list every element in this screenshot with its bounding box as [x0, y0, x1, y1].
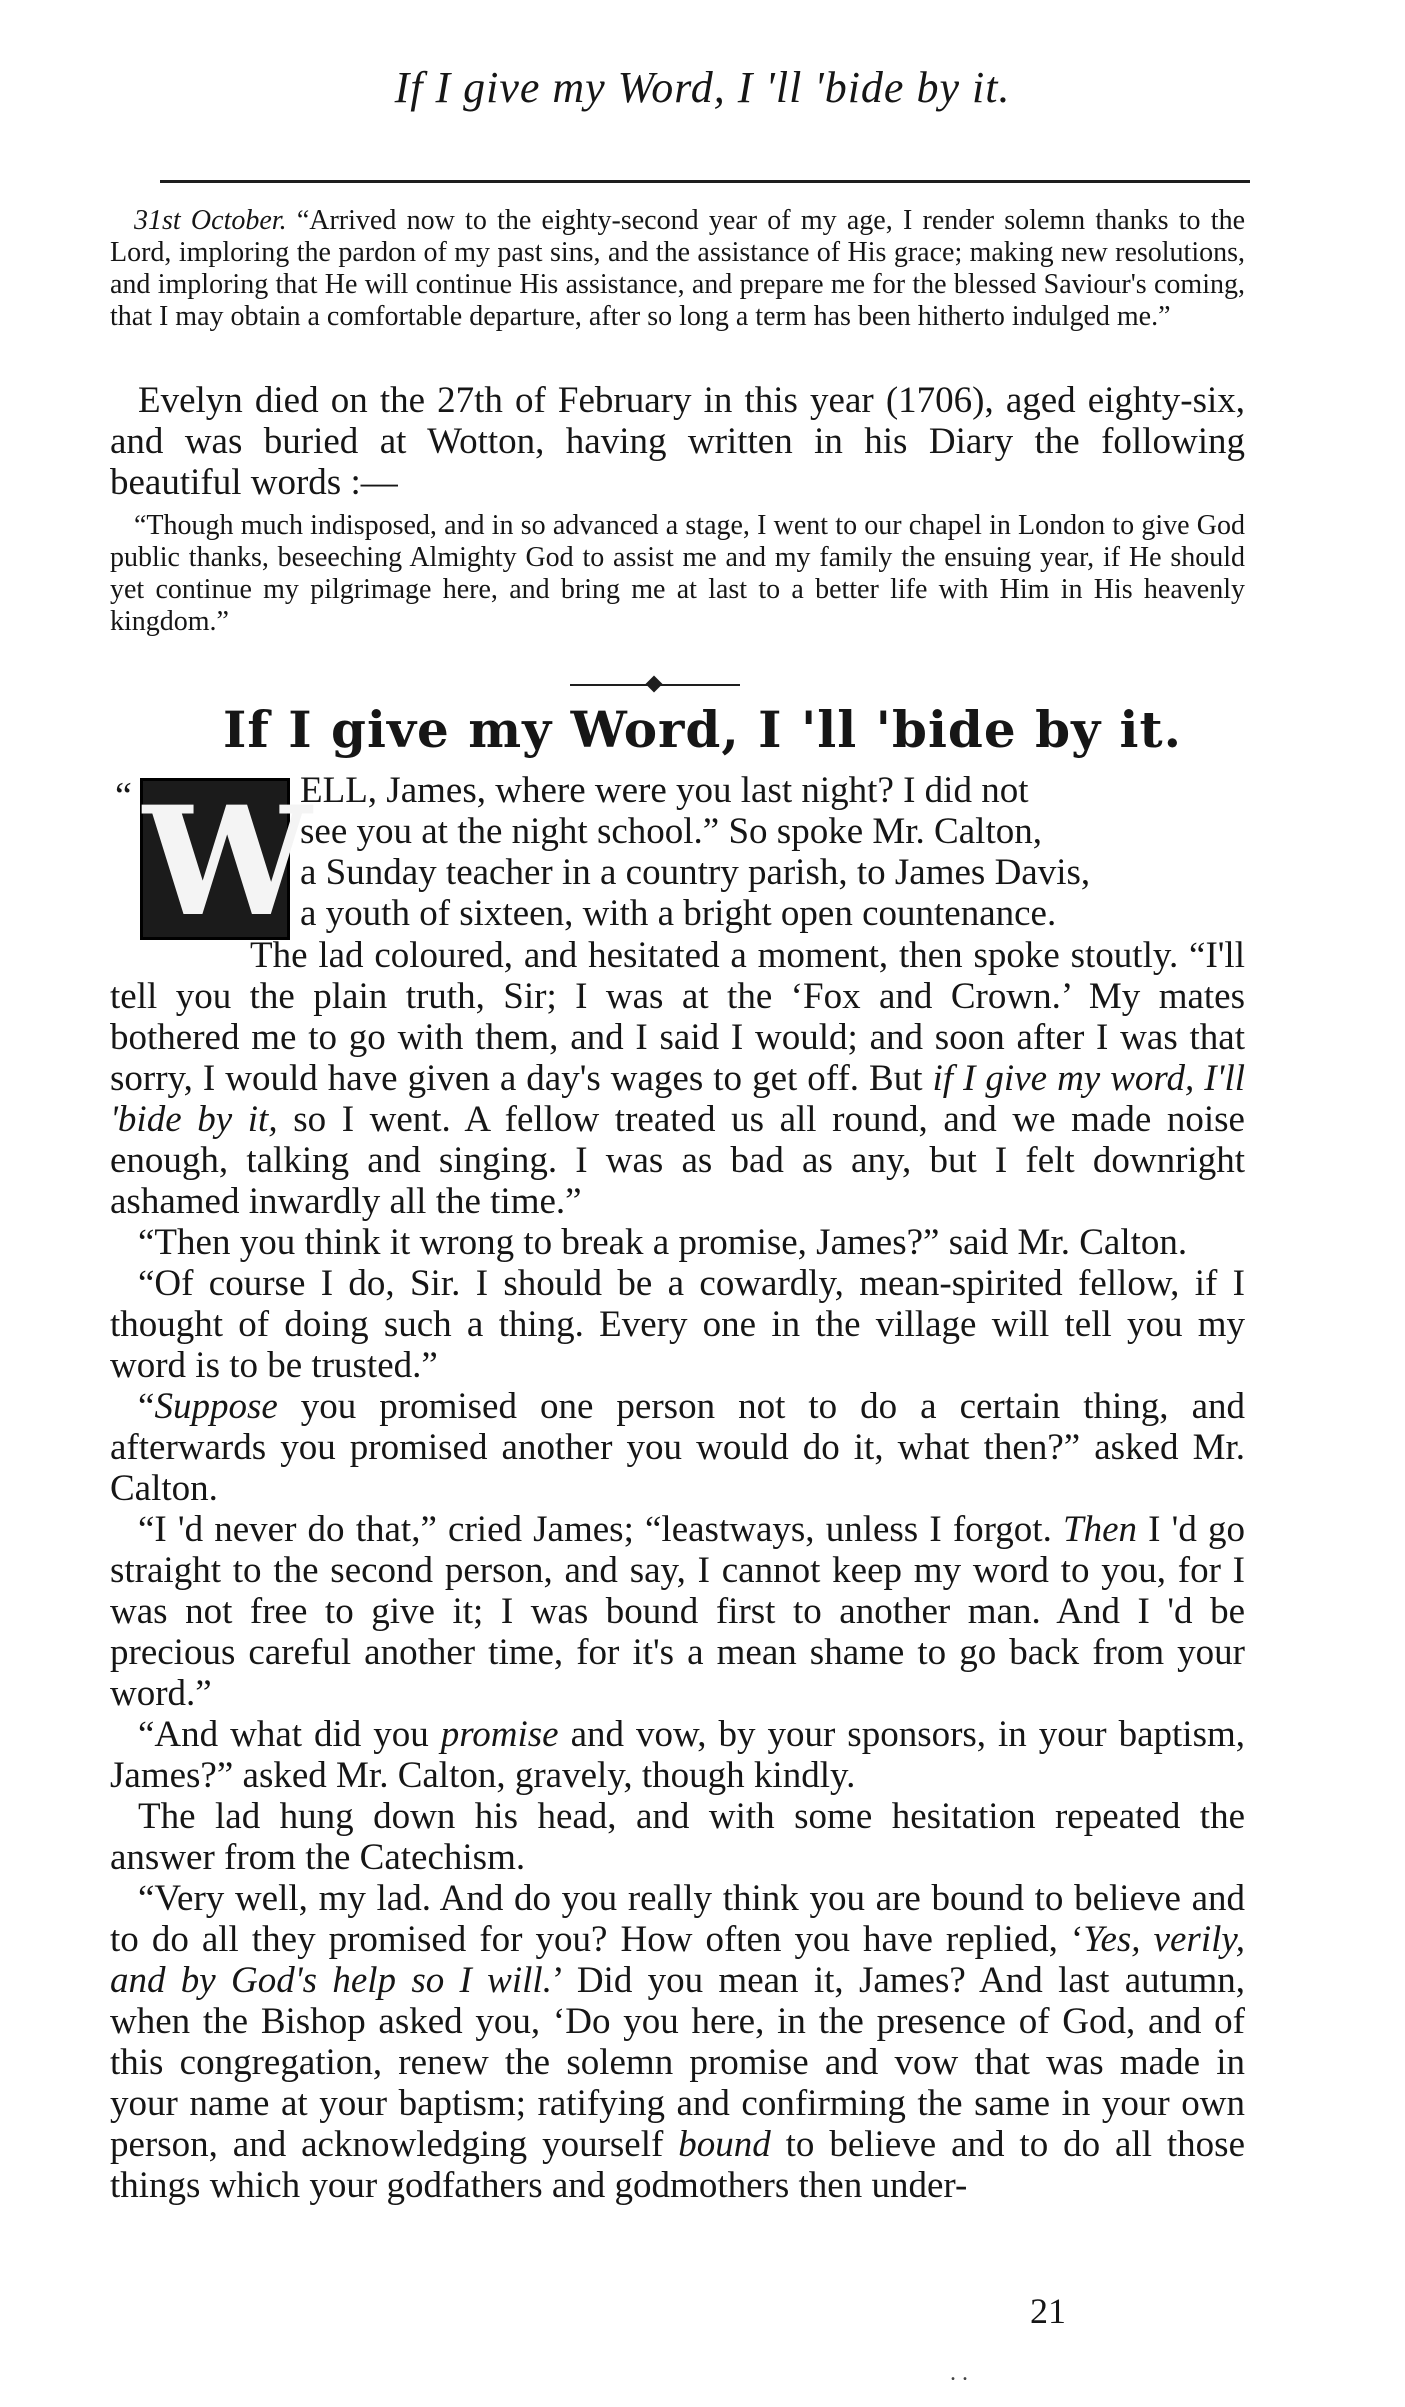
paragraph-text: so I went. A fellow treated us all round, and we made noise enough, talking and singing. I was as bad as any, but I felt downright ashamed inwardly all the time.” — [110, 1099, 1245, 1222]
paragraph-emphasis: promise — [440, 1714, 559, 1755]
paragraph-emphasis: Then — [1063, 1509, 1138, 1550]
section-divider — [570, 675, 740, 695]
story-body — [110, 935, 1245, 2206]
paragraph-text: “ — [138, 1386, 155, 1427]
paragraph-text: “And what did you — [138, 1714, 441, 1755]
story-title: If I give my Word, I 'll 'bide by it. — [222, 700, 1183, 759]
story-paragraph: “Then you think it wrong to break a promise, James?” said Mr. Calton. — [138, 1222, 1188, 1263]
paragraph-emphasis: Yes, verily, and by God's help so I will. — [110, 1919, 1246, 2001]
opening-quote-mark: “ — [115, 775, 132, 817]
paragraph-text: and vow, by your sponsors, in your baptism, James?” asked Mr. Calton, gravely, though kindly. — [110, 1714, 1245, 1796]
story-paragraph — [110, 1878, 1245, 2206]
paragraph-text: ’ Did you mean it, James? And last autumn, when the Bishop asked you, ‘Do you here, in the presence of God, and of this congregation, renew the solemn promise and vow that was made in your name at your baptism; ratifying and confirming the same in your own person, and acknowledging yourself — [110, 1960, 1245, 2165]
story-paragraph — [110, 1714, 1245, 1796]
story-paragraph — [110, 935, 1245, 1222]
diary-date: 31st October. — [134, 205, 287, 236]
opening-line-4: a youth of sixteen, with a bright open countenance. — [300, 893, 1057, 934]
footer-mark: . . — [950, 2360, 968, 2386]
paragraph-text: you promised one person not to do a certain thing, and afterwards you promised another you would do it, what then?” asked Mr. Calton. — [110, 1386, 1245, 1509]
story-paragraph — [110, 1386, 1245, 1509]
paragraph-text: The lad coloured, and hesitated a moment, then spoke stoutly. “I'll tell you the plain truth, Sir; I was at the ‘Fox and Crown.’ My mates bothered me to go with them, and I said I would; and soon after I was that sorry, I would have given a day's wages to get off. But — [110, 935, 1245, 1099]
narration-paragraph: Evelyn died on the 27th of February in this year (1706), aged eighty-six, and was buried at Wotton, having written in his Diary the following beautiful words :— — [110, 380, 1245, 503]
paragraph-emphasis: bound — [678, 2124, 771, 2165]
story-paragraph: The lad hung down his head, and with some hesitation repeated the answer from the Catechism. — [110, 1796, 1245, 1878]
divider-ornament — [646, 676, 663, 693]
diary-quote — [110, 510, 1245, 638]
diary-entry-paragraph — [110, 205, 1245, 333]
page-number: 21 — [1030, 2291, 1066, 2331]
diary-entry — [110, 205, 1245, 333]
opening-line-1: ELL, James, where were you last night? I did not — [300, 770, 1029, 811]
drop-cap-lines — [300, 770, 1245, 934]
paragraph-text: to believe and to do all those things which your godfathers and godmothers then under- — [110, 2124, 1245, 2206]
diary-quote-paragraph: “Though much indisposed, and in so advanced a stage, I went to our chapel in London to give God public thanks, beseeching Almighty God to assist me and my family the ensuing year, if He should yet continue my pilgrimage here, and bring me at last to a better life with Him in His heavenly kingdom.” — [110, 510, 1245, 637]
story-paragraph — [110, 1509, 1245, 1714]
opening-line-3: a Sunday teacher in a country parish, to James Davis, — [300, 852, 1091, 893]
narration — [110, 380, 1245, 503]
header-rule — [160, 180, 1250, 183]
opening-line-2: see you at the night school.” So spoke Mr. Calton, — [300, 811, 1042, 852]
story-paragraph: “Of course I do, Sir. I should be a cowardly, mean-spirited fellow, if I thought of doing such a thing. Every one in the village will tell you my word is to be trusted.” — [110, 1263, 1245, 1386]
paragraph-emphasis: if I give my word, I'll 'bide by it, — [110, 1058, 1245, 1140]
paragraph-text: “I 'd never do that,” cried James; “leastways, unless I forgot. — [138, 1509, 1064, 1550]
paragraph-text: “Very well, my lad. And do you really think you are bound to believe and to do all they promised for you? How often you have replied, ‘ — [110, 1878, 1245, 1960]
drop-cap-initial: W — [140, 778, 290, 940]
paragraph-emphasis: Suppose — [154, 1386, 278, 1427]
diary-entry-text: “Arrived now to the eighty-second year of my age, I render solemn thanks to the Lord, imploring the pardon of my past sins, and the assistance of His grace; making new resolutions, and imploring that He will continue His assistance, and prepare me for the blessed Saviour's coming, that I may obtain a comfortable departure, after so long a term has been hitherto indulged me.” — [110, 205, 1245, 332]
running-header: If I give my Word, I 'll 'bide by it. — [394, 63, 1011, 112]
paragraph-text: I 'd go straight to the second person, and say, I cannot keep my word to you, for I was not free to give it; I was bound first to another man. And I 'd be precious careful another time, for it's a mean shame to go back from your word.” — [110, 1509, 1245, 1714]
